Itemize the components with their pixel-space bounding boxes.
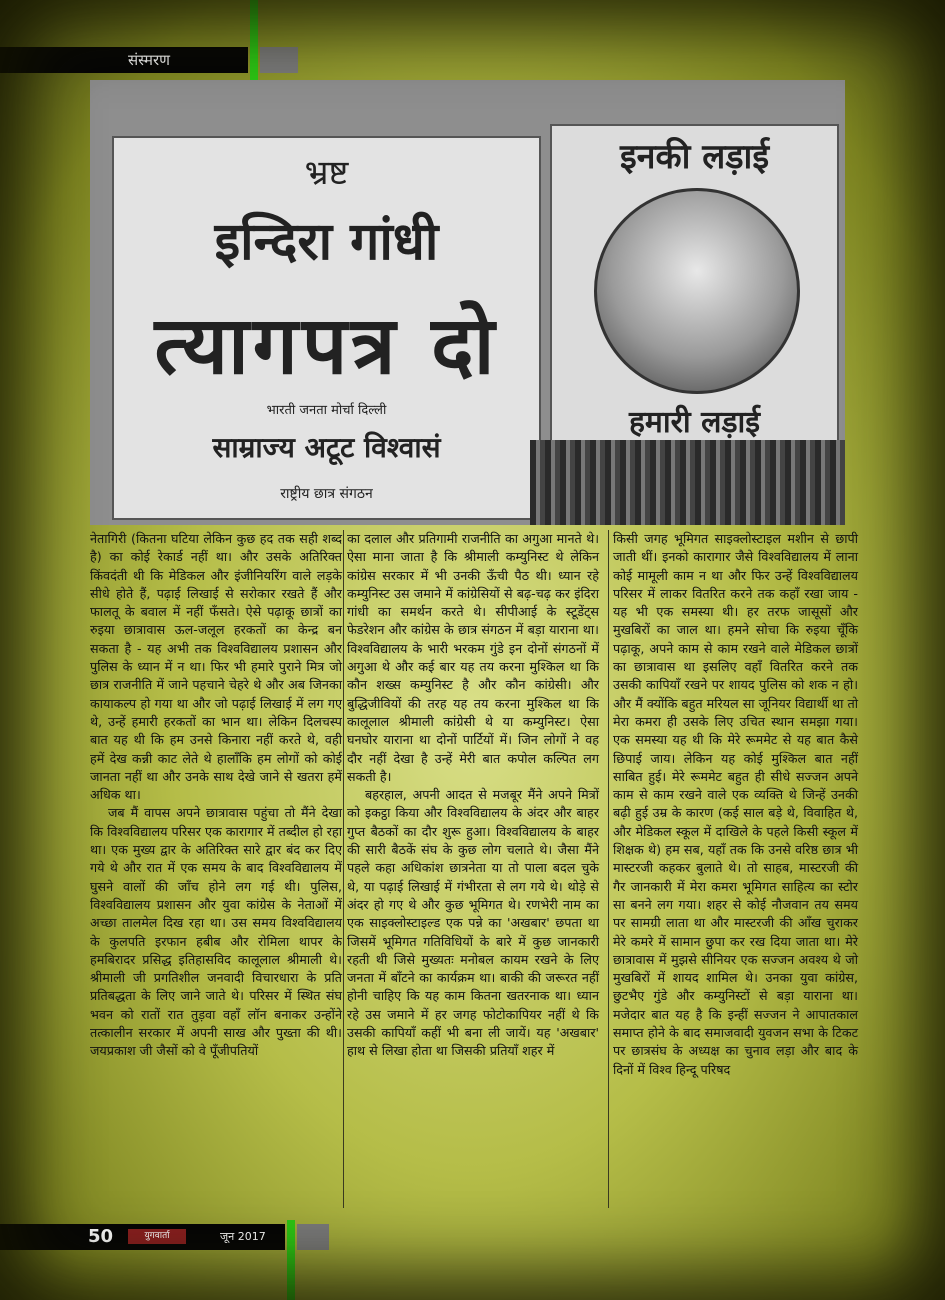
column-divider	[608, 530, 609, 1208]
paragraph: बहरहाल, अपनी आदत से मजबूर मैंने अपने मित्रों को इकट्ठा किया और विश्वविद्यालय के अंदर और बाहर गुप्त बैठकों का दौर शुरू हुआ। विश्वविद्यालय के बाहर की सारी बैठकें संघ के कुछ लोग चलाते थे। जैसा मैंने पहले कहा अधिकांश छात्रनेता या तो पाला बदल चुके थे, या पढ़ाई लिखाई में गंभीरता से लग गये थे। थोड़े से अंदर हो गए थे और कुछ भूमिगत थे। रणभेरी नाम का एक साइक्लोस्टाइल्ड एक पन्ने का 'अखबार' छपता था जिसमें भूमिगत गतिविधियों के बारे में कुछ जानकारी रहती थी जिसे मुख्यतः मनोबल कायम रखने के लिए जनता में बाँटने का कार्यक्रम था। बाकी की जरूरत नहीं होनी चाहिए कि यह काम कितना खतरनाक था। ध्यान रहे उस जमाने में हर जगह फोटोकापियर नहीं थे कि उसकी कापियाँ कहीं भी बना ली जायें। यह 'अखबार' हाथ से लिखा होता था जिसकी प्रतियाँ शहर में	[347, 787, 599, 1059]
poster-line: भ्रष्ट	[304, 153, 349, 193]
magazine-logo: युगवार्ता	[128, 1229, 186, 1244]
paragraph: का दलाल और प्रतिगामी राजनीति का अगुआ मानते थे। ऐसा माना जाता है कि श्रीमाली कम्युनिस्ट थे लेकिन कांग्रेस सरकार में भी उनकी ऊँची पैठ थी। ध्यान रहे कम्युनिस्ट उस जमाने में कांग्रेसियों से बढ़-चढ़ कर इंदिरा गांधी का समर्थन करते थे। सीपीआई के स्टूडेंट्स फेडरेशन और कांग्रेस के छात्र संगठन में बड़ा याराना था। विश्वविद्यालय के भारी भरकम गुंडे इन दोनों संगठनों में अगुआ थे और कई बार यह तय करना मुश्किल था कि कौन शख्स कम्युनिस्ट है और कौन कांग्रेसी। और बुद्धिजीवियों की तरह यह तय करना मुश्किल था कि कालूलाल श्रीमाली कांग्रेसी थे या कम्युनिस्ट। ऐसा घनघोर याराना था दोनों पार्टियों में। जिन लोगों ने वह दौर नहीं देखा है उन्हें मेरी बात कपोल कल्पित लग सकती है।	[347, 531, 599, 784]
gray-accent-block	[297, 1224, 329, 1250]
portrait-image	[594, 188, 800, 394]
page-number: 50	[88, 1226, 114, 1247]
poster-line: इन्दिरा गांधी	[214, 211, 439, 272]
protest-posters-photo	[90, 80, 845, 525]
paragraph: जब मैं वापस अपने छात्रावास पहुंचा तो मैंने देखा कि विश्वविद्यालय परिसर एक कारागार में तब्दील हो रहा था। एक मुख्य द्वार के अतिरिक्त सारे द्वार बंद कर दिए गये थे और रात में एक समय के बाद विश्वविद्यालय में घुसने वालों की जाँच होने लग गई थी। पुलिस, विश्वविद्यालय प्रशासन और युवा कांग्रेस के नेताओं में अच्छा तालमेल दिख रहा था। उस समय विश्वविद्यालय के कुलपति इरफान हबीब और रोमिला थापर के हमबिरादर प्रसिद्ध इतिहासविद कालूलाल श्रीमाली थे। श्रीमाली जी प्रगतिशील जनवादी विचारधारा के प्रति प्रतिबद्धता के लिए जाने जाते थे। परिसर में स्थित संघ भवन को रातों रात तुड़वा वहाँ लॉन बनाकर उन्होंने तत्कालीन सरकार में अपनी साख और पुख्ता की थी। जयप्रकाश जी जैसों को वे पूँजीपतियों	[90, 805, 342, 1059]
green-accent-strip	[250, 0, 258, 80]
poster-line: त्यागपत्र दो	[154, 298, 499, 392]
right-poster	[550, 124, 839, 450]
poster-heading: इनकी लड़ाई	[619, 137, 770, 177]
section-label: संस्मरण	[128, 51, 170, 69]
text-column-3	[613, 530, 858, 1079]
paragraph: नेतागिरी (कितना घटिया लेकिन कुछ हद तक सही शब्द है) का कोई रेकार्ड नहीं था। और उसके अतिरिक्त किंवदंती थी कि मेडिकल और इंजीनियरिंग वाले लड़के सीधे होते हैं, पढ़ाई लिखाई से सरोकार रखते हैं और फालतू के बवाल में नहीं फँसते। ऐसे पढ़ाकू छात्रों का रुइया छात्रावास ऊल-जलूल हरकतों का केन्द्र बन सकता है - यह अभी तक विश्वविद्यालय प्रशासन और पुलिस के ध्यान में न था। फिर भी हमारे पुराने मित्र जो छात्र राजनीति में जाने पहचाने चेहरे थे और अब जिनका कायाकल्प हो गया था और जो पढ़ाई लिखाई में लग गए थे, उन्हें हमारी हरकतों का भान था। लेकिन दिलचस्प बात यह थी कि हम उनसे किनारा नहीं करते थे, वही हमें देख कन्नी काट लेते थे हालाँकि हम लोगों को कोई जानता नहीं था और उनके साथ देखे जाने से खतरा हमें अधिक था।	[90, 531, 342, 803]
gray-accent-block	[260, 47, 298, 73]
paragraph: किसी जगह भूमिगत साइक्लोस्टाइल मशीन से छापी जाती थीं। इनको कारागार जैसे विश्वविद्यालय में लाना कोई मामूली काम न था और फिर उन्हें विश्वविद्यालय परिसर में लाकर वितरित करने तक कहाँ रखा जाय - यह भी एक समस्या थी। हर तरफ जासूसों और मुखबिरों का जाल था। हमने सोचा कि रुइया चूँकि पढ़ाकू, अपने काम से काम रखने वाले मेडिकल छात्रों का छात्रावास था इसलिए वहाँ वितरित करने तक उसकी कापियाँ रखने पर शायद पुलिस को शक न हो। और मैं क्योंकि बहुत मरियल सा जूनियर विद्यार्थी था तो मेरा कमरा ही उसके लिए उचित स्थान समझा गया। एक समस्या यह थी कि मेरे रूममेट से यह बात कैसे छिपाई जाय। लेकिन यह कोई मुश्किल बात नहीं साबित हुई। मेरे रूममेट बहुत ही सीधे सज्जन अपने काम से काम रखने वाले एक व्यक्ति थे जिन्हें उनकी बढ़ी हुई उम्र के कारण (कई साल बड़े थे, विवाहित थे, और मेडिकल स्कूल में दाखिले के पहले किसी स्कूल में शिक्षक थे) हम सब, यहाँ तक कि उनसे वरिष्ठ छात्र भी मास्टरजी कहकर बुलाते थे। तो साहब, मास्टरजी की गैर जानकारी में मेरा कमरा भूमिगत साहित्य का स्टोर सा बनने लग गया। शहर से कोई नौजवान तय समय पर सामग्री लाता था और मास्टरजी की आँख चुराकर मेरे कमरे में सामान छुपा कर रख दिया जाता था। मेरे छात्रावास में मुझसे सीनियर एक सज्जन अवश्य थे जो मुखबिरों में शायद शामिल थे। उनका युवा कांग्रेस, छुटभैए गुंडे और कम्युनिस्टों से बड़ा याराना था। मजेदार बात यह है कि इन्हीं सज्जन ने आपातकाल समाप्त होने के बाद समाजवादी युवजन सभा के टिकट पर छात्रसंघ के अध्यक्ष का चुनाव लड़ा और बाद के दिनों में विश्व हिन्दू परिषद	[613, 531, 858, 1077]
issue-date: जून 2017	[220, 1230, 266, 1243]
text-column-2	[347, 530, 599, 1061]
poster-line: साम्राज्य अटूट विश्वासं	[212, 431, 441, 464]
left-poster	[112, 136, 541, 520]
poster-line: राष्ट्रीय छात्र संगठन	[280, 486, 373, 502]
column-divider	[343, 530, 344, 1208]
poster-line: भारती जनता मोर्चा दिल्ली	[266, 403, 387, 418]
text-column-1	[90, 530, 342, 1061]
crowd-image	[530, 440, 845, 525]
green-accent-strip	[287, 1220, 295, 1300]
section-bar	[0, 47, 248, 73]
poster-footer: हमारी लड़ाई	[628, 405, 760, 440]
